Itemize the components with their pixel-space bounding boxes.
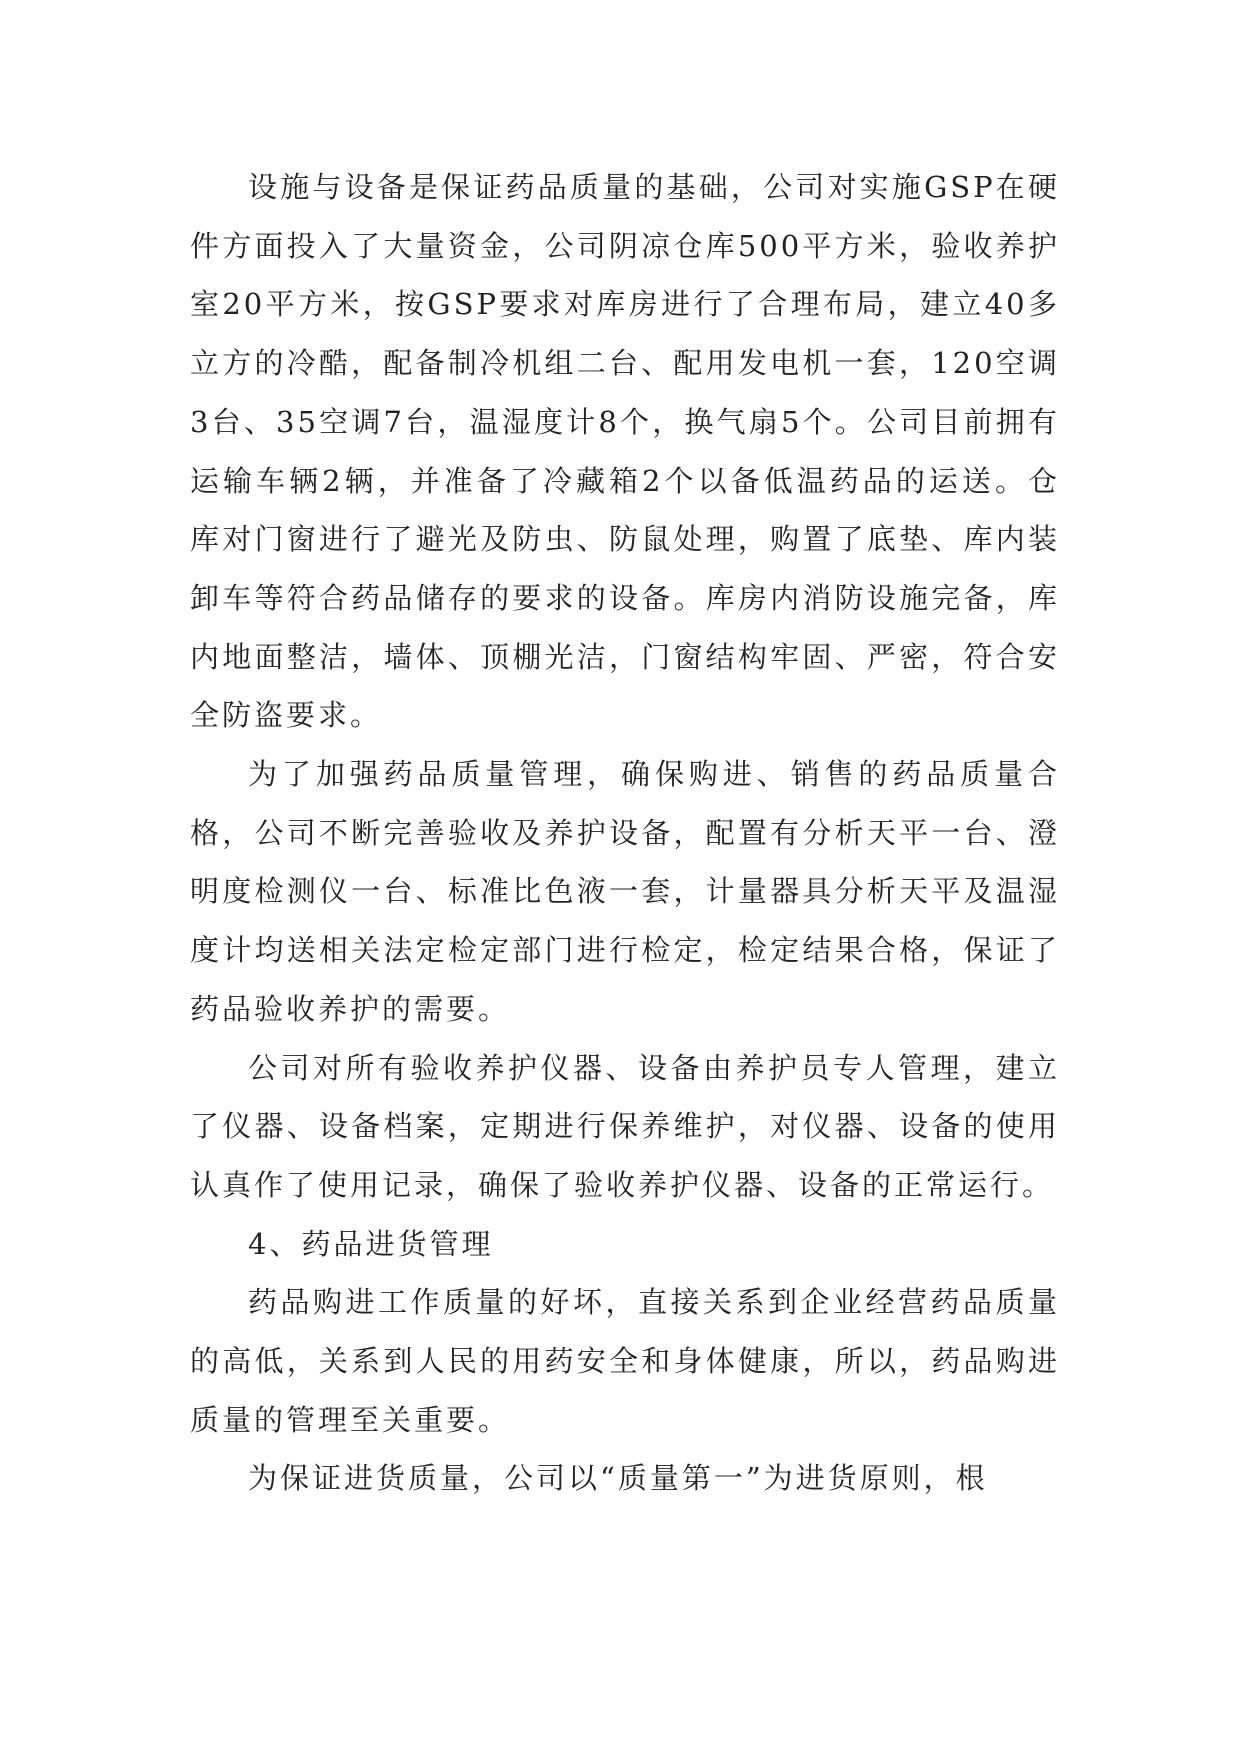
paragraph-facilities: 设施与设备是保证药品质量的基础，公司对实施GSP在硬件方面投入了大量资金，公司阴凉仓库500平方米，验收养护室20平方米，按GSP要求对库房进行了合理布局，建立40多立方的冷酷，配备制冷机组二台、配用发电机一套，120空调3台、35空调7台，温湿度计8个，换气扇5个。公司目前拥有运输车辆2辆，并准备了冷藏箱2个以备低温药品的运送。仓库对门窗进行了避光及防虫、防鼠处理，购置了底垫、库内装卸车等符合药品储存的要求的设备。库房内消防设施完备，库内地面整洁，墙体、顶棚光洁，门窗结构牢固、严密，符合安全防盗要求。 bbox=[190, 170, 1060, 733]
section-heading-purchase-management: 4、药品进货管理 bbox=[248, 1226, 494, 1261]
paragraph-purchase-quality: 药品购进工作质量的好坏，直接关系到企业经营药品质量的高低，关系到人民的用药安全和身体健康，所以，药品购进质量的管理至关重要。 bbox=[190, 1285, 1060, 1437]
paragraph-equipment: 为了加强药品质量管理，确保购进、销售的药品质量合格，公司不断完善验收及养护设备，配置有分析天平一台、澄明度检测仪一台、标准比色液一套，计量器具分析天平及温湿度计均送相关法定检定部门进行检定，检定结果合格，保证了药品验收养护的需要。 bbox=[190, 757, 1060, 1026]
document-body bbox=[190, 158, 1060, 1508]
paragraph-instrument-management: 公司对所有验收养护仪器、设备由养护员专人管理，建立了仪器、设备档案，定期进行保养维护，对仪器、设备的使用认真作了使用记录，确保了验收养护仪器、设备的正常运行。 bbox=[190, 1050, 1060, 1202]
paragraph-purchase-principle: 为保证进货质量，公司以“质量第一”为进货原则，根 bbox=[248, 1461, 988, 1496]
